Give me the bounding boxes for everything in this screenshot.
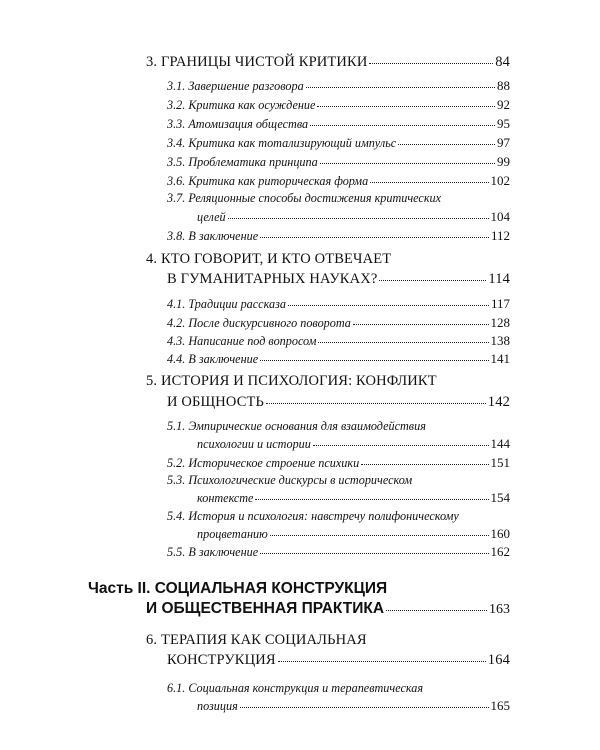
- toc-section-title-cont: целей: [197, 210, 226, 224]
- toc-chapter-title: 3. ГРАНИЦЫ ЧИСТОЙ КРИТИКИ: [146, 54, 368, 70]
- toc-section-title: Критика как осуждение: [188, 98, 316, 112]
- toc-page-number: 138: [490, 333, 510, 348]
- toc-leader-dots: [260, 553, 488, 554]
- toc-part-title: Часть II. СОЦИАЛЬНАЯ КОНСТРУКЦИЯ: [88, 580, 388, 597]
- toc-page-number: 99: [497, 154, 510, 169]
- toc-section-title: Написание под вопросом: [188, 334, 317, 348]
- toc-section-title-cont: психологии и истории: [197, 437, 311, 451]
- toc-leader-dots: [320, 163, 495, 164]
- toc-section-number: 3.6.: [167, 174, 186, 188]
- toc-section-number: 3.2.: [167, 98, 186, 112]
- toc-section-title: После дискурсивного поворота: [188, 316, 351, 330]
- toc-section-5-3-line1[interactable]: [167, 474, 412, 486]
- toc-chapter-4-line1[interactable]: [146, 252, 391, 267]
- toc-section-number: 3.5.: [167, 155, 186, 169]
- toc-section-number: 3.1.: [167, 79, 186, 93]
- toc-section-title: Проблематика принципа: [188, 155, 318, 169]
- toc-page-number: 117: [490, 296, 510, 311]
- toc-leader-dots: [270, 535, 489, 536]
- toc-page-number: 114: [488, 271, 510, 287]
- toc-leader-dots: [386, 610, 487, 611]
- toc-section-3-6[interactable]: [167, 174, 510, 187]
- toc-section-3-5[interactable]: [167, 155, 510, 168]
- toc-chapter-5[interactable]: [167, 395, 510, 410]
- toc-page-number: 142: [487, 394, 510, 410]
- toc-leader-dots: [255, 499, 488, 500]
- toc-leader-dots: [260, 237, 489, 238]
- toc-section-5-2[interactable]: [167, 456, 510, 469]
- toc-section-title: В заключение: [188, 352, 259, 366]
- toc-page-number: 144: [490, 436, 510, 451]
- toc-page-number: 154: [490, 490, 510, 505]
- toc-section-5-4[interactable]: [197, 527, 510, 540]
- toc-page-number: 88: [497, 78, 510, 93]
- toc-chapter-3[interactable]: [146, 55, 510, 70]
- toc-chapter-4[interactable]: [167, 272, 510, 287]
- toc-section-number: 3.8.: [167, 229, 186, 243]
- toc-chapter-title-cont: И ОБЩНОСТЬ: [167, 394, 264, 410]
- toc-leader-dots: [353, 324, 489, 325]
- toc-page-number: 92: [497, 97, 510, 112]
- toc-page-number: 163: [489, 602, 510, 617]
- toc-section-title: История и психология: навстречу полифоническому: [188, 509, 459, 523]
- toc-section-number: 4.3.: [167, 334, 186, 348]
- toc-section-title-cont: контексте: [197, 491, 254, 505]
- toc-leader-dots: [288, 305, 489, 306]
- toc-chapter-5-line1[interactable]: [146, 374, 437, 389]
- toc-section-5-1[interactable]: [197, 437, 510, 450]
- toc-section-number: 5.3.: [167, 473, 186, 487]
- toc-section-4-3[interactable]: [167, 334, 510, 347]
- toc-section-number: 5.4.: [167, 509, 186, 523]
- toc-leader-dots: [310, 125, 495, 126]
- toc-section-3-1[interactable]: [167, 79, 510, 92]
- toc-section-title: Традиции рассказа: [188, 297, 286, 311]
- toc-section-title: В заключение: [188, 229, 259, 243]
- toc-section-number: 3.4.: [167, 136, 186, 150]
- toc-section-title: Завершение разговора: [188, 79, 304, 93]
- toc-page-number: 112: [490, 228, 510, 243]
- toc-section-number: 4.4.: [167, 352, 186, 366]
- toc-part-2[interactable]: [146, 601, 510, 617]
- toc-section-5-3[interactable]: [197, 491, 510, 504]
- toc-page-number: 160: [490, 526, 510, 541]
- toc-section-4-2[interactable]: [167, 316, 510, 329]
- toc-leader-dots: [369, 63, 493, 64]
- toc-section-3-4[interactable]: [167, 136, 510, 149]
- toc-section-number: 5.1.: [167, 419, 186, 433]
- toc-section-title-cont: позиция: [197, 699, 238, 713]
- toc-page-number: 84: [495, 54, 510, 70]
- toc-section-title: Критика как тотализирующий импульс: [188, 136, 397, 150]
- toc-part-2-line1[interactable]: [88, 581, 387, 597]
- toc-chapter-title: 4. КТО ГОВОРИТ, И КТО ОТВЕЧАЕТ: [146, 251, 392, 267]
- toc-section-title: Критика как риторическая форма: [188, 174, 369, 188]
- toc-leader-dots: [379, 280, 486, 281]
- toc-page-number: 102: [490, 173, 510, 188]
- toc-page-number: 104: [490, 209, 510, 224]
- toc-section-5-1-line1[interactable]: [167, 420, 426, 432]
- toc-section-number: 3.3.: [167, 117, 186, 131]
- toc-leader-dots: [240, 707, 489, 708]
- toc-leader-dots: [318, 342, 488, 343]
- toc-section-4-1[interactable]: [167, 297, 510, 310]
- toc-leader-dots: [260, 360, 488, 361]
- toc-section-3-3[interactable]: [167, 117, 510, 130]
- toc-page-number: 151: [490, 455, 510, 470]
- toc-section-number: 5.2.: [167, 456, 186, 470]
- toc-chapter-6[interactable]: [167, 653, 510, 668]
- toc-page-number: 162: [490, 544, 510, 559]
- toc-section-title: Атомизация общества: [188, 117, 309, 131]
- toc-part-title-cont: И ОБЩЕСТВЕННАЯ ПРАКТИКА: [146, 600, 385, 617]
- toc-page-number: 141: [490, 351, 510, 366]
- toc-section-6-1[interactable]: [197, 699, 510, 712]
- toc-chapter-title: 6. ТЕРАПИЯ КАК СОЦИАЛЬНАЯ: [146, 632, 367, 648]
- toc-section-3-2[interactable]: [167, 98, 510, 111]
- toc-section-5-5[interactable]: [167, 545, 510, 558]
- toc-section-title: Реляционные способы достижения критических: [188, 191, 442, 205]
- toc-chapter-title-cont: КОНСТРУКЦИЯ: [167, 652, 276, 668]
- toc-leader-dots: [398, 144, 495, 145]
- toc-section-number: 4.1.: [167, 297, 186, 311]
- toc-chapter-6-line1[interactable]: [146, 633, 367, 648]
- toc-leader-dots: [370, 182, 488, 183]
- toc-leader-dots: [266, 403, 486, 404]
- toc-leader-dots: [228, 218, 489, 219]
- toc-section-number: 3.7.: [167, 191, 186, 205]
- toc-section-title: Историческое строение психики: [188, 456, 360, 470]
- toc-section-5-4-line1[interactable]: [167, 510, 459, 522]
- toc-section-title: Психологические дискурсы в историческом: [188, 473, 413, 487]
- toc-page-number: 97: [497, 135, 510, 150]
- toc-page-number: 164: [487, 652, 510, 668]
- toc-section-title-cont: процветанию: [197, 527, 268, 541]
- toc-section-title: Социальная конструкция и терапевтическая: [188, 681, 424, 695]
- toc-section-3-7-line1[interactable]: [167, 192, 441, 204]
- toc-page-number: 95: [497, 116, 510, 131]
- toc-leader-dots: [317, 106, 495, 107]
- toc-section-title: В заключение: [188, 545, 259, 559]
- toc-page-number: 165: [490, 698, 510, 713]
- toc-leader-dots: [313, 445, 489, 446]
- toc-chapter-title: 5. ИСТОРИЯ И ПСИХОЛОГИЯ: КОНФЛИКТ: [146, 373, 437, 389]
- toc-leader-dots: [361, 464, 488, 465]
- toc-section-6-1-line1[interactable]: [167, 682, 423, 694]
- toc-section-3-7[interactable]: [197, 210, 510, 223]
- toc-page-number: 128: [490, 315, 510, 330]
- toc-chapter-title-cont: В ГУМАНИТАРНЫХ НАУКАХ?: [167, 271, 378, 287]
- toc-section-number: 4.2.: [167, 316, 186, 330]
- toc-section-number: 5.5.: [167, 545, 186, 559]
- toc-section-number: 6.1.: [167, 681, 186, 695]
- toc-section-3-8[interactable]: [167, 229, 510, 242]
- toc-leader-dots: [278, 661, 486, 662]
- toc-section-4-4[interactable]: [167, 352, 510, 365]
- toc-section-title: Эмпирические основания для взаимодействия: [188, 419, 426, 433]
- toc-leader-dots: [306, 87, 495, 88]
